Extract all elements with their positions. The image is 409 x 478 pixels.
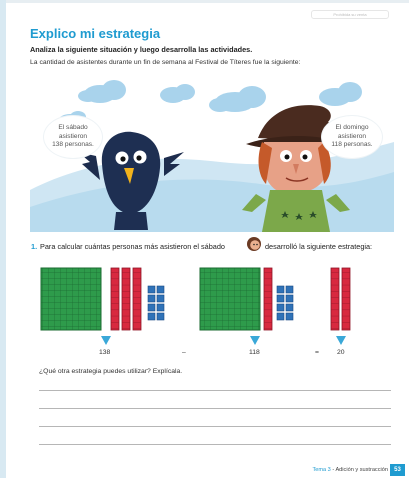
blocks-118 xyxy=(200,268,293,330)
header-tag: Prohibida su venta xyxy=(311,10,389,19)
instruction-text: Analiza la siguiente situación y luego desarrolla las actividades. xyxy=(30,45,253,54)
answer-line[interactable] xyxy=(39,408,391,409)
minus-sign: – xyxy=(182,349,186,356)
question-1-text-end: desarrolló la siguiente estrategia: xyxy=(265,242,373,251)
question-2-text: ¿Qué otra estrategia puedes utilizar? Explícala. xyxy=(39,368,183,375)
base-ten-blocks-art xyxy=(30,260,390,340)
result-20: 20 xyxy=(337,349,345,356)
answer-line[interactable] xyxy=(39,444,391,445)
intro-text: La cantidad de asistentes durante un fin de semana al Festival de Títeres fue la siguiente: xyxy=(30,59,301,66)
speech-bubble-saturday-text: El sábado asistieron 138 personas. xyxy=(52,124,94,149)
speech-bubble-saturday xyxy=(44,116,102,158)
footer-tema: Tema 3 xyxy=(312,467,331,473)
arrow-down-icon xyxy=(250,336,260,345)
footer-separator: - xyxy=(330,467,336,473)
answer-line[interactable] xyxy=(39,390,391,391)
page-number: 53 xyxy=(390,464,405,476)
operand-138: 138 xyxy=(99,349,111,356)
base-ten-blocks xyxy=(30,260,390,360)
arrow-down-icon xyxy=(101,336,111,345)
left-margin-strip xyxy=(0,0,6,478)
page-title: Explico mi estrategia xyxy=(30,26,161,41)
puppet-illustration xyxy=(30,72,394,232)
girl-face-icon xyxy=(246,236,262,252)
operand-118: 118 xyxy=(249,349,260,356)
blocks-138 xyxy=(41,268,164,330)
footer-subject: Adición y sustracción xyxy=(335,467,388,473)
arrow-down-icon xyxy=(336,336,346,345)
equals-sign: = xyxy=(315,349,319,356)
speech-bubble-sunday xyxy=(322,116,382,158)
top-rule xyxy=(0,0,409,3)
question-1-number: 1. xyxy=(31,242,38,251)
question-1-text: Para calcular cuántas personas más asistieron el sábado xyxy=(40,242,225,251)
footer-label xyxy=(312,467,388,473)
blocks-20 xyxy=(331,268,350,330)
speech-bubble-sunday-text: El domingo asistieron 118 personas. xyxy=(331,124,373,149)
answer-line[interactable] xyxy=(39,426,391,427)
